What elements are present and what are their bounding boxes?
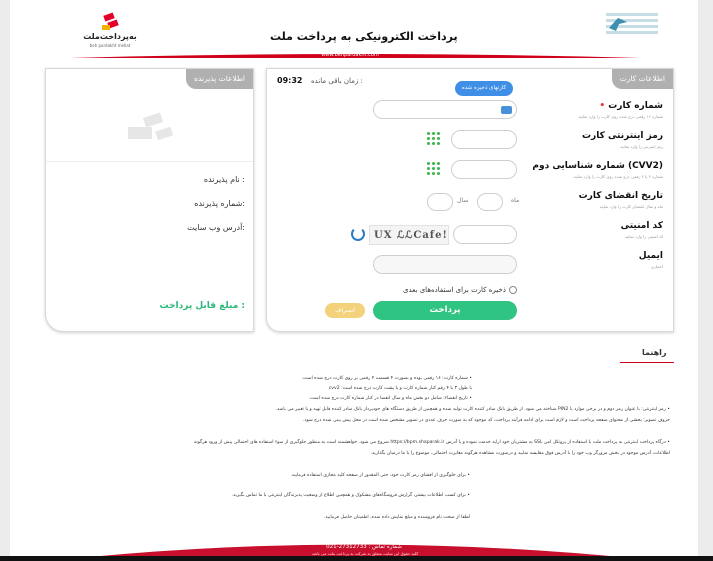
shaparak-bird-icon — [608, 16, 628, 32]
guide-line: • تاریخ انقضاء: شامل دو بخش ماه و سال انقضا در کنار شماره کارت درج شده است. — [308, 396, 472, 401]
security-code-input[interactable] — [453, 225, 517, 244]
security-code-hint: کد امنیتی را وارد نمایید — [624, 234, 663, 239]
payable-amount-label: مبلغ قابل پرداخت : — [159, 301, 245, 311]
footer-copyright: کلیه حقوق این سایت متعلق به شرکت به پرداخت ملت می باشد — [311, 551, 419, 556]
security-code-title: کد امنیتی — [620, 221, 663, 231]
cvv2-hint: شماره ۳ یا ۴ رقمی درج شده روی کارت را وارد نمایید — [573, 174, 663, 179]
window-edge — [698, 0, 713, 561]
behpardakht-logo-icon — [100, 12, 122, 32]
year-label: سال — [457, 197, 469, 204]
guide-underline — [620, 362, 674, 363]
cvv2-title: شماره شناسایی دوم (CVV2) — [532, 161, 663, 171]
header — [10, 0, 698, 60]
bank-logo-name: به‌پرداخت‌ملت — [83, 32, 137, 41]
card-info-card — [266, 68, 674, 332]
timer-label: زمان باقی مانده : — [311, 77, 363, 85]
internet-pin-title: رمز اینترنتی کارت — [581, 131, 663, 141]
guide-title: راهنما — [642, 348, 667, 357]
card-number-title-text: شماره کارت — [608, 101, 663, 111]
save-card-checkbox[interactable] — [509, 286, 517, 294]
card-number-title — [599, 101, 663, 111]
guide-line: • رمز اینترنتی: با عنوان رمز دوم و در برخی موارد با PIN2 شناخته می شود. از طریق بانک صادر کننده کارت تولید شده و همچنین از طریق دستگاه های خودپرداز بانک صادر کننده قابل تهیه و یا تغییر می باشد. — [275, 407, 670, 412]
guide-line: لطفا از صحت نام فروشنده و مبلغ نمایش داده شده، اطمینان حاصل فرمایید. — [323, 515, 470, 520]
saved-cards-button[interactable]: کارتهای ذخیره شده — [455, 81, 513, 96]
merchant-number-label: شماره پذیرنده: — [194, 199, 245, 208]
guide-line: اطلاعات، آدرس موجود در بخش مرورگر وب خود را با آدرس فوق مقایسه نمایید و درصورت مشاهده هرگونه مغایرت احتمالی، موضوع را با ما درمیان بگذارید. — [370, 451, 670, 456]
save-card-label: ذخیره کارت برای استفاده‌های بعدی — [403, 286, 506, 294]
virtual-keypad-icon[interactable] — [427, 162, 440, 175]
guide-line: حروف تصویر: بخشی از محتوای صفحه پرداخت است و لازم است برای ادامه فرآیند پرداخت، کد موجود که به صورت حرف عددی در تصویر مشخص شده است در محل پیش بینی شده درج شود. — [302, 418, 670, 423]
merchant-info-card — [45, 68, 254, 332]
cvv2-input[interactable] — [451, 160, 517, 179]
behpardakht-logo — [82, 12, 138, 48]
bank-logo-sub: beh pardakht mellat — [89, 43, 131, 48]
bottom-edge — [0, 556, 713, 561]
merchant-site-label: آدرس وب سایت: — [187, 223, 245, 232]
expiry-month-input[interactable] — [477, 193, 503, 211]
month-label: ماه — [511, 197, 520, 204]
guide-line: • برای کسب اطلاعات بیشتر، گزارش فروشگاه‌های مشکوک و همچنین اطلاع از وضعیت پذیرندگان اینترنتی با ما تماس بگیرید. — [231, 493, 470, 498]
email-input[interactable] — [373, 255, 517, 274]
merchant-info-tab: اطلاعات پذیرنده — [186, 69, 253, 89]
internet-pin-hint: رمز اینترنتی را وارد نمایید — [620, 144, 663, 149]
email-title: ایمیل — [638, 251, 663, 261]
guide-line: با طول ۳ یا ۴ رقم کنار شماره کارت و یا پشت کارت درج شده است: cvv2 — [328, 386, 472, 391]
merchant-name-label: نام پذیرنده : — [203, 175, 245, 184]
card-icon — [501, 106, 512, 114]
pay-button[interactable]: پرداخت — [373, 301, 517, 320]
refresh-captcha-icon[interactable] — [351, 227, 365, 241]
email-hint: اختیاری — [650, 264, 663, 269]
guide-line: • برای جلوگیری از افشای رمز کارت خود، حتی المقدور از صفحه کلید مجازی استفاده فرمایید. — [290, 473, 470, 478]
virtual-keypad-icon[interactable] — [427, 132, 440, 145]
expiry-title: تاریخ انقضای کارت — [578, 191, 663, 201]
payment-page — [10, 0, 698, 561]
card-number-hint: شماره ۱۶ رقمی درج شده روی کارت را وارد نمایید — [578, 114, 663, 119]
merchant-logo-placeholder — [122, 109, 178, 149]
page-title: پرداخت الکترونیکی به پرداخت ملت — [270, 30, 458, 43]
shaparak-logo — [604, 10, 660, 50]
footer-phone: شماره تماس : 27312733-021 — [326, 544, 402, 550]
divider — [46, 161, 253, 162]
expiry-hint: ماه و سال انقضای کارت را وارد نمایید — [599, 204, 663, 209]
required-marker: • — [599, 101, 609, 111]
guide-line: • شماره کارت: ۱۶ رقمی بوده و بصورت ۴ قسمت ۴ رقمی بر روی کارت درج شده است. — [301, 376, 472, 381]
timer-value: 09:32 — [277, 76, 303, 85]
captcha-image: UX ℒℒCafe! — [369, 225, 449, 245]
card-number-input[interactable] — [373, 100, 517, 119]
card-info-tab: اطلاعات کارت — [612, 69, 673, 89]
internet-pin-input[interactable] — [451, 130, 517, 149]
header-url[interactable]: www.behpardakht.com — [321, 52, 379, 58]
guide-line: • درگاه پرداخت اینترنتی به پرداخت ملت با استفاده از پروتکل امن SSL به مشتریان خود ارایه خدمت نموده و با آدرس https://bpm.shaparak.ir شروع می شود. خواهشمند است به منظور جلوگیری از سوء استفاده های احتمالی پیش از ورود هرگونه — [193, 440, 670, 445]
cancel-button[interactable]: انصراف — [325, 303, 365, 318]
expiry-year-input[interactable] — [427, 193, 453, 211]
